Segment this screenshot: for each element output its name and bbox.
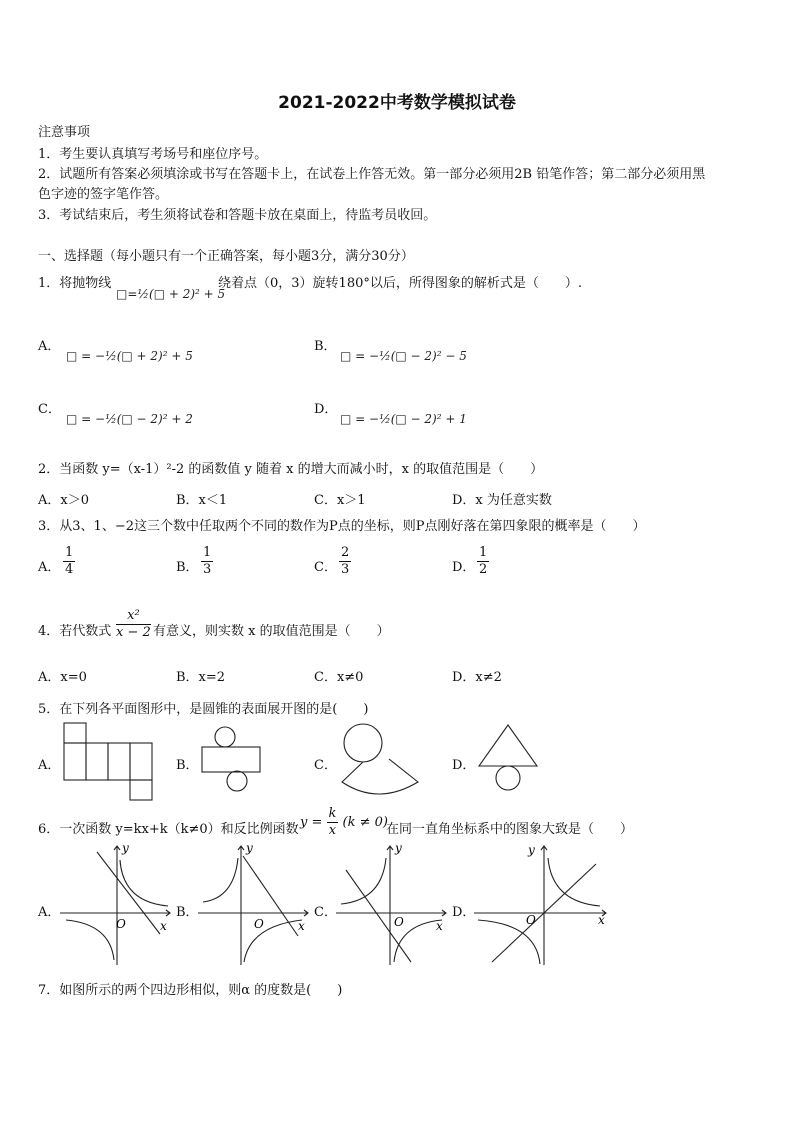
q1-option-b-formula: □ = −½(□ − 2)² − 5	[340, 349, 467, 363]
q3-option-d-label: D．	[452, 560, 476, 575]
page-title: 2021-2022中考数学模拟试卷	[278, 93, 516, 113]
q4-option-d: D．x≠2	[452, 670, 502, 685]
notice-item-3: 3．考试结束后，考生须将试卷和答题卡放在桌面上，待监考员收回。	[38, 208, 437, 223]
q6-a-axis-x: x	[160, 919, 167, 933]
q4-option-a: A．x=0	[38, 670, 87, 685]
notice-item-1: 1．考生要认真填写考场号和座位序号。	[38, 147, 268, 162]
q4-den: x − 2	[116, 625, 151, 640]
q1-formula: □=½(□ + 2)² + 5	[116, 287, 226, 301]
q6-den: x	[328, 823, 337, 838]
section-heading: 一、选择题（每小题只有一个正确答案，每小题3分，满分30分）	[38, 249, 414, 264]
q4-prefix: 4．若代数式	[38, 624, 112, 639]
q6-graph-a	[60, 840, 175, 968]
q3-b-den: 3	[203, 562, 212, 577]
q1-option-a-formula: □ = −½(□ + 2)² + 5	[66, 349, 193, 363]
q3-option-b-label: B．	[176, 560, 199, 575]
q6-inverse-formula	[300, 806, 388, 839]
q6-num: k	[328, 806, 337, 821]
q6-b-origin: O	[254, 917, 264, 931]
q5-option-a-figure	[62, 722, 154, 802]
q4-num: x²	[116, 608, 151, 625]
q2-option-d: D．x 为任意实数	[452, 493, 552, 508]
q3-a-num: 1	[65, 545, 74, 560]
q6-b-axis-y: y	[246, 841, 253, 855]
q2-option-b: B．x＜1	[176, 493, 228, 508]
q4-option-b: B．x=2	[176, 670, 226, 685]
q6-condition: (k ≠ 0)	[342, 815, 388, 830]
q6-graph-c	[336, 840, 451, 968]
q6-option-d-label: D．	[452, 905, 476, 920]
q1-option-a-label: A．	[38, 339, 61, 354]
q1-suffix: 绕着点（0，3）旋转180°以后，所得图象的解析式是（ ）.	[218, 276, 582, 291]
q3-c-den: 3	[341, 562, 350, 577]
notice-item-2: 2．试题所有答案必须填涂或书写在答题卡上，在试卷上作答无效。第一部分必须用2B 铅笔作答；第二部分必须用黑	[38, 167, 706, 182]
q7-stem: 7．如图所示的两个四边形相似，则α 的度数是( )	[38, 983, 343, 998]
q6-c-origin: O	[394, 915, 404, 929]
q3-option-a-fraction	[63, 545, 75, 578]
q6-option-a-label: A．	[38, 905, 61, 920]
q6-option-b-label: B．	[176, 905, 199, 920]
q4-suffix: 有意义，则实数 x 的取值范围是（ ）	[153, 624, 390, 639]
q6-b-axis-x: x	[298, 919, 305, 933]
q5-option-d-figure	[476, 722, 542, 794]
q1-prefix: 1．将抛物线	[38, 276, 112, 291]
q6-graph-b	[198, 840, 313, 968]
q3-option-c-fraction	[339, 545, 351, 578]
q1-option-d-label: D．	[314, 402, 338, 417]
q5-option-c-label: C．	[314, 758, 337, 773]
q3-d-num: 1	[479, 545, 488, 560]
q5-option-c-figure	[338, 722, 422, 798]
q5-option-b-figure	[200, 725, 262, 795]
q6-suffix: 在同一直角坐标系中的图象大致是（ ）	[386, 822, 634, 837]
q1-option-b-label: B．	[314, 339, 337, 354]
q5-stem: 5．在下列各平面图形中，是圆锥的表面展开图的是( )	[38, 702, 369, 717]
q3-a-den: 4	[65, 562, 74, 577]
q1-option-d-formula: □ = −½(□ − 2)² + 1	[340, 412, 467, 426]
q5-option-d-label: D．	[452, 758, 476, 773]
q1-option-c-formula: □ = −½(□ − 2)² + 2	[66, 412, 193, 426]
q6-prefix: 6．一次函数 y=kx+k（k≠0）和反比例函数	[38, 822, 299, 837]
q2-option-a: A．x＞0	[38, 493, 89, 508]
q3-option-d-fraction	[477, 545, 489, 578]
q3-stem: 3．从3、1、−2这三个数中任取两个不同的数作为P点的坐标，则P点刚好落在第四象限的概率是（ ）	[38, 519, 646, 534]
q6-a-origin: O	[116, 917, 126, 931]
q6-d-origin: O	[526, 913, 536, 927]
q5-option-a-label: A．	[38, 758, 61, 773]
q6-graph-d	[474, 840, 610, 968]
q6-c-axis-y: y	[395, 841, 402, 855]
notice-item-2-cont: 色字迹的签字笔作答。	[38, 187, 169, 202]
q3-b-num: 1	[203, 545, 212, 560]
notice-heading: 注意事项	[38, 125, 91, 140]
q3-option-a-label: A．	[38, 560, 61, 575]
q6-a-axis-y: y	[122, 841, 129, 855]
q6-c-axis-x: x	[436, 919, 443, 933]
q2-option-c: C．x＞1	[314, 493, 366, 508]
q5-option-b-label: B．	[176, 758, 199, 773]
q3-c-num: 2	[341, 545, 350, 560]
q6-d-axis-x: x	[598, 913, 605, 927]
q3-option-c-label: C．	[314, 560, 337, 575]
q6-option-c-label: C．	[314, 905, 337, 920]
q4-option-c: C．x≠0	[314, 670, 364, 685]
q3-d-den: 2	[479, 562, 488, 577]
q3-option-b-fraction	[201, 545, 213, 578]
q6-d-axis-y: y	[528, 843, 535, 857]
q2-stem: 2．当函数 y=（x-1）²-2 的函数值 y 随着 x 的增大而减小时，x 的取值范围是（ ）	[38, 462, 544, 477]
q6-y-eq: y =	[300, 815, 323, 830]
q4-fraction	[116, 608, 151, 641]
q1-option-c-label: C．	[38, 402, 61, 417]
